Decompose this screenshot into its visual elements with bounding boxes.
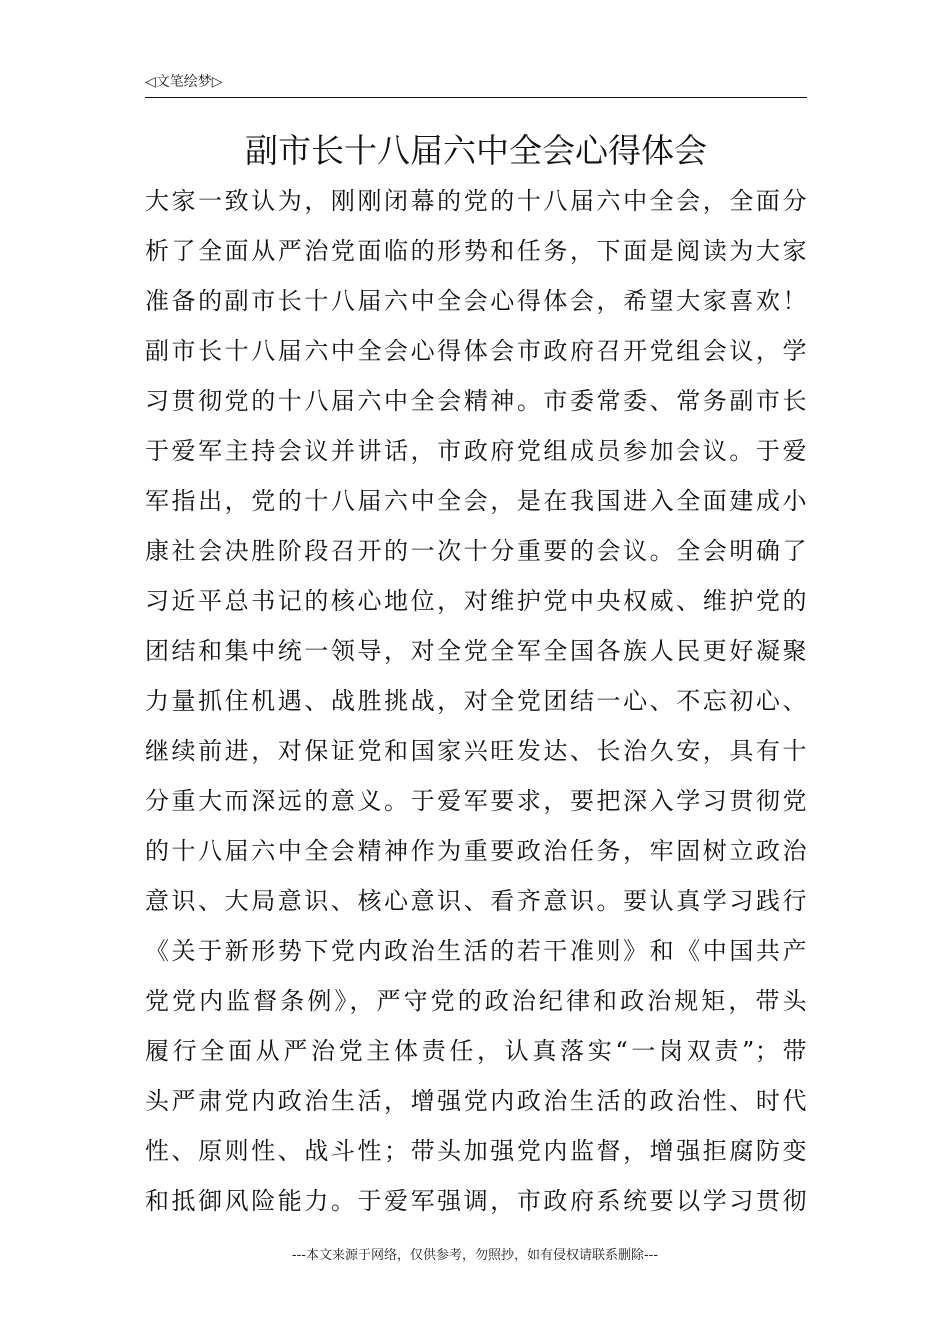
body-line: 军指出，党的十八届六中全会，是在我国进入全面建成小 — [145, 487, 807, 515]
header-brand-mark: ◁文笔绘梦▷ — [145, 74, 223, 90]
body-line: 《关于新形势下党内政治生活的若干准则》和《中国共产 — [145, 937, 807, 965]
body-line: 习近平总书记的核心地位，对维护党中央权威、维护党的 — [145, 587, 807, 615]
body-line: 准备的副市长十八届六中全会心得体会，希望大家喜欢！ — [145, 287, 807, 315]
header-divider — [145, 97, 807, 98]
body-line: 康社会决胜阶段召开的一次十分重要的会议。全会明确了 — [145, 537, 807, 565]
body-line: 分重大而深远的意义。于爱军要求，要把深入学习贯彻党 — [145, 787, 807, 815]
body-line: 的十八届六中全会精神作为重要政治任务，牢固树立政治 — [145, 837, 807, 865]
body-line: 和抵御风险能力。于爱军强调，市政府系统要以学习贯彻 — [145, 1187, 807, 1215]
body-line: 履行全面从严治党主体责任，认真落实“一岗双责”；带 — [145, 1037, 807, 1065]
body-line: 大家一致认为，刚刚闭幕的党的十八届六中全会，全面分 — [145, 187, 807, 215]
footer-disclaimer: ---本文来源于网络，仅供参考，勿照抄，如有侵权请联系删除--- — [291, 1248, 659, 1263]
body-line: 性、原则性、战斗性；带头加强党内监督，增强拒腐防变 — [145, 1137, 807, 1165]
body-line: 析了全面从严治党面临的形势和任务，下面是阅读为大家 — [145, 237, 807, 265]
body-line: 于爱军主持会议并讲话，市政府党组成员参加会议。于爱 — [145, 437, 807, 465]
body-line: 习贯彻党的十八届六中全会精神。市委常委、常务副市长 — [145, 387, 807, 415]
body-line: 力量抓住机遇、战胜挑战，对全党团结一心、不忘初心、 — [145, 687, 807, 715]
body-line: 党党内监督条例》，严守党的政治纪律和政治规矩，带头 — [145, 987, 807, 1015]
document-body — [145, 181, 807, 1231]
body-line: 意识、大局意识、核心意识、看齐意识。要认真学习践行 — [145, 887, 807, 915]
document-title: 副市长十八届六中全会心得体会 — [245, 131, 707, 170]
body-line: 头严肃党内政治生活，增强党内政治生活的政治性、时代 — [145, 1087, 807, 1115]
body-line: 团结和集中统一领导，对全党全军全国各族人民更好凝聚 — [145, 637, 807, 665]
body-line: 继续前进，对保证党和国家兴旺发达、长治久安，具有十 — [145, 737, 807, 765]
body-line: 副市长十八届六中全会心得体会市政府召开党组会议，学 — [145, 337, 807, 365]
